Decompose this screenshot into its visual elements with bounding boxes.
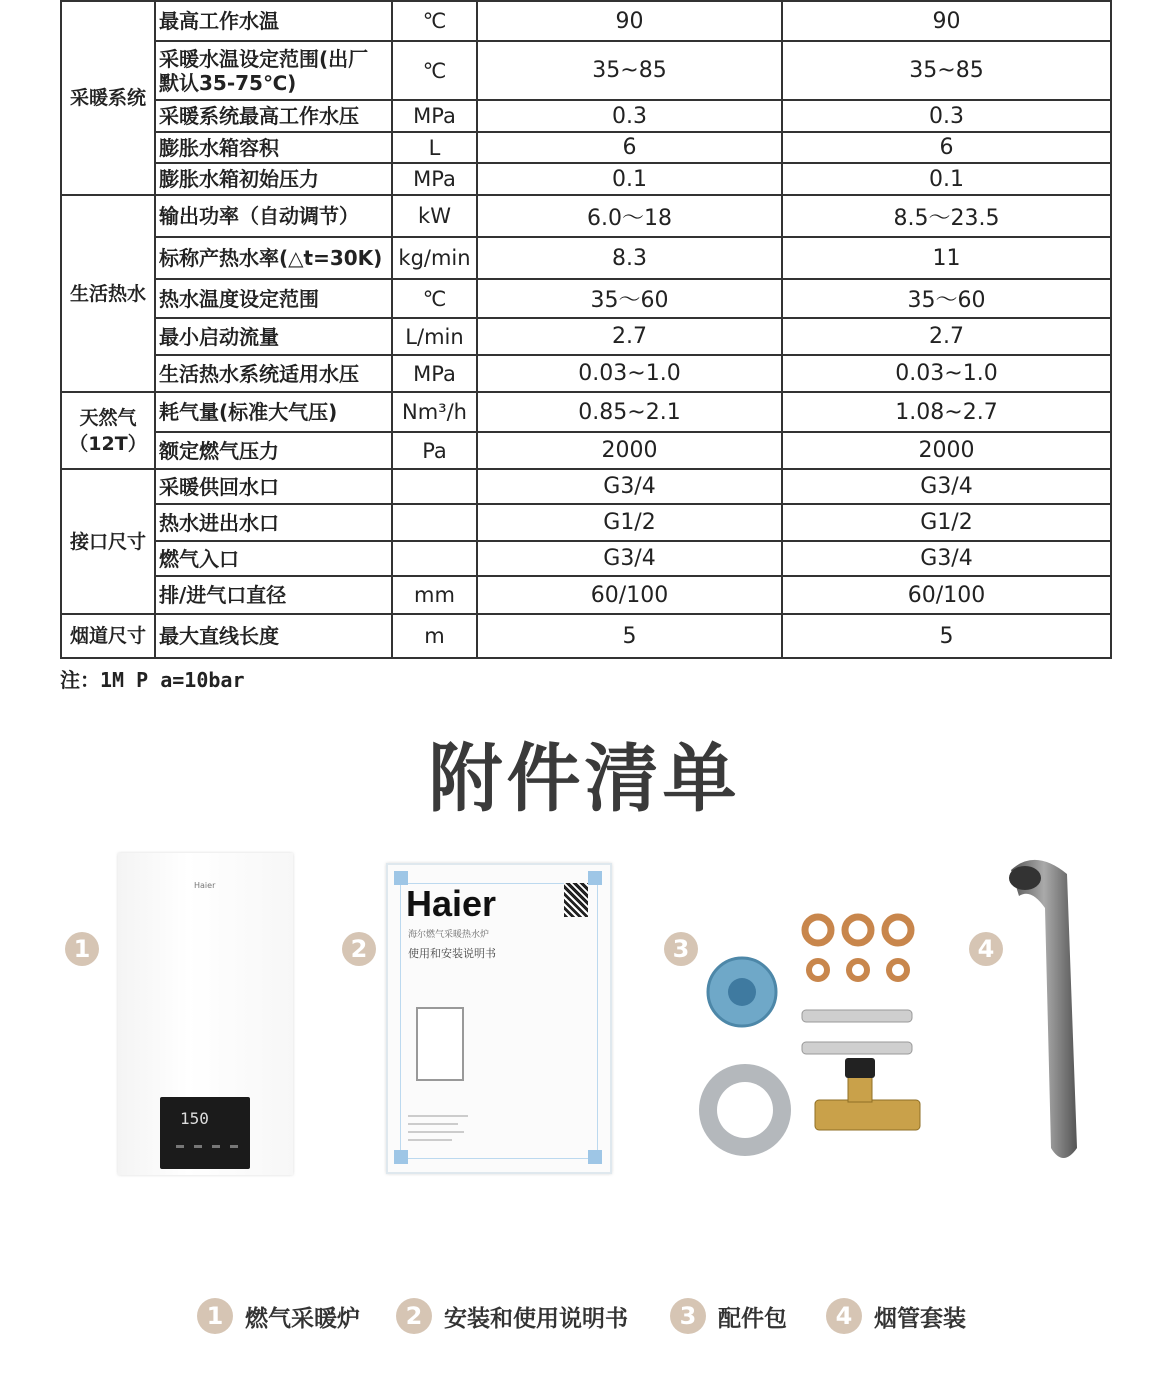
parts-kit-image: [690, 900, 940, 1170]
legend-number-badge: 4: [826, 1298, 862, 1334]
table-row: [61, 541, 1111, 576]
table-row: [61, 392, 1111, 432]
unit-cell: [392, 469, 477, 504]
value-cell: G3/4: [477, 541, 782, 576]
value-cell: 0.03~1.0: [782, 355, 1111, 392]
section-title: 附件清单: [428, 736, 741, 822]
value-cell: 2000: [782, 432, 1111, 469]
item-number-badge: 3: [664, 932, 698, 966]
table-row: [61, 163, 1111, 195]
table-row: [61, 469, 1111, 504]
unit-cell: MPa: [392, 100, 477, 132]
item-cell: 排/进气口直径: [155, 576, 392, 614]
unit-cell: kg/min: [392, 237, 477, 279]
value-cell: 5: [782, 614, 1111, 658]
item-cell: 最小启动流量: [155, 318, 392, 355]
legend-number-badge: 1: [197, 1298, 233, 1334]
value-cell: 2.7: [477, 318, 782, 355]
footnote: 注：1M P a=10bar: [60, 668, 245, 692]
item-number-badge: 2: [342, 932, 376, 966]
unit-cell: mm: [392, 576, 477, 614]
corner-mark-icon: [588, 1150, 602, 1164]
item-cell: 输出功率（自动调节）: [155, 195, 392, 237]
value-cell: 8.3: [477, 237, 782, 279]
unit-cell: L: [392, 132, 477, 163]
table-row: [61, 432, 1111, 469]
value-cell: 90: [782, 1, 1111, 41]
manual-subtitle-2: 使用和安装说明书: [408, 947, 496, 960]
unit-cell: m: [392, 614, 477, 658]
flue-pipe-image: [1005, 848, 1083, 1170]
item-cell: 膨胀水箱容积: [155, 132, 392, 163]
value-cell: 6.0～18: [477, 195, 782, 237]
text-line: [408, 1123, 458, 1125]
item-cell: 热水温度设定范围: [155, 279, 392, 318]
value-cell: 6: [477, 132, 782, 163]
legend-item: [197, 1298, 360, 1334]
item-cell: 采暖水温设定范围(出厂默认35-75℃): [155, 41, 392, 100]
item-cell: 采暖供回水口: [155, 469, 392, 504]
legend-item: [396, 1298, 628, 1334]
value-cell: 35～60: [782, 279, 1111, 318]
value-cell: 5: [477, 614, 782, 658]
value-cell: 8.5～23.5: [782, 195, 1111, 237]
spec-table: [60, 0, 1112, 659]
legend-label: 烟管套装: [874, 1305, 966, 1332]
unit-cell: [392, 504, 477, 541]
legend-item: [670, 1298, 787, 1334]
table-row: [61, 614, 1111, 658]
legend-label: 燃气采暖炉: [245, 1305, 360, 1332]
table-row: [61, 1, 1111, 41]
item-number-badge: 1: [65, 932, 99, 966]
legend-label: 安装和使用说明书: [444, 1305, 628, 1332]
category-cell: 天然气（12T）: [61, 392, 155, 469]
value-cell: 35~85: [477, 41, 782, 100]
value-cell: G1/2: [477, 504, 782, 541]
value-cell: 0.1: [477, 163, 782, 195]
item-cell: 燃气入口: [155, 541, 392, 576]
mini-boiler-illustration: [416, 1007, 464, 1081]
item-cell: 标称产热水率(△t=30K): [155, 237, 392, 279]
item-cell: 最大直线长度: [155, 614, 392, 658]
table-row: [61, 279, 1111, 318]
panel-button-icon: [230, 1145, 238, 1148]
category-cell: 烟道尺寸: [61, 614, 155, 658]
value-cell: 35～60: [477, 279, 782, 318]
value-cell: 2.7: [782, 318, 1111, 355]
table-row: [61, 318, 1111, 355]
unit-cell: MPa: [392, 163, 477, 195]
table-row: [61, 132, 1111, 163]
value-cell: 60/100: [782, 576, 1111, 614]
table-row: [61, 41, 1111, 100]
item-cell: 耗气量(标准大气压): [155, 392, 392, 432]
value-cell: 2000: [477, 432, 782, 469]
display-readout: 150: [180, 1109, 209, 1128]
value-cell: 0.3: [477, 100, 782, 132]
table-row: [61, 355, 1111, 392]
qr-code-icon: [564, 883, 588, 917]
value-cell: 0.03~1.0: [477, 355, 782, 392]
unit-cell: ℃: [392, 279, 477, 318]
flue-pipe-icon: [1005, 848, 1083, 1170]
unit-cell: [392, 541, 477, 576]
item-cell: 热水进出水口: [155, 504, 392, 541]
value-cell: 0.3: [782, 100, 1111, 132]
value-cell: 60/100: [477, 576, 782, 614]
manual-image: [386, 863, 612, 1174]
panel-button-icon: [212, 1145, 220, 1148]
panel-button-icon: [194, 1145, 202, 1148]
value-cell: G3/4: [477, 469, 782, 504]
unit-cell: kW: [392, 195, 477, 237]
parts-kit-icon: [690, 900, 940, 1170]
manual-subtitle: 海尔燃气采暖热水炉: [408, 930, 490, 940]
legend-item: [826, 1298, 966, 1334]
value-cell: 6: [782, 132, 1111, 163]
value-cell: 35~85: [782, 41, 1111, 100]
unit-cell: Nm³/h: [392, 392, 477, 432]
value-cell: 1.08~2.7: [782, 392, 1111, 432]
category-cell: 采暖系统: [61, 1, 155, 195]
item-cell: 额定燃气压力: [155, 432, 392, 469]
value-cell: G1/2: [782, 504, 1111, 541]
category-cell: 接口尺寸: [61, 469, 155, 614]
unit-cell: ℃: [392, 1, 477, 41]
value-cell: G3/4: [782, 469, 1111, 504]
legend-number-badge: 2: [396, 1298, 432, 1334]
item-cell: 采暖系统最高工作水压: [155, 100, 392, 132]
control-panel: [160, 1097, 250, 1169]
unit-cell: ℃: [392, 41, 477, 100]
value-cell: 0.1: [782, 163, 1111, 195]
text-line: [408, 1139, 452, 1141]
table-row: [61, 100, 1111, 132]
unit-cell: MPa: [392, 355, 477, 392]
corner-mark-icon: [588, 871, 602, 885]
boiler-image: [118, 853, 293, 1175]
value-cell: 90: [477, 1, 782, 41]
item-cell: 最高工作水温: [155, 1, 392, 41]
manual-logo: Haier: [406, 883, 497, 924]
table-row: [61, 504, 1111, 541]
panel-button-icon: [176, 1145, 184, 1148]
value-cell: G3/4: [782, 541, 1111, 576]
legend-label: 配件包: [718, 1305, 787, 1332]
item-number-badge: 4: [969, 932, 1003, 966]
table-row: [61, 195, 1111, 237]
category-cell: 生活热水: [61, 195, 155, 392]
corner-mark-icon: [394, 1150, 408, 1164]
table-row: [61, 576, 1111, 614]
table-row: [61, 237, 1111, 279]
unit-cell: L/min: [392, 318, 477, 355]
boiler-brand-label: Haier: [194, 881, 216, 890]
unit-cell: Pa: [392, 432, 477, 469]
item-cell: 膨胀水箱初始压力: [155, 163, 392, 195]
item-cell: 生活热水系统适用水压: [155, 355, 392, 392]
text-line: [408, 1131, 464, 1133]
value-cell: 11: [782, 237, 1111, 279]
text-line: [408, 1115, 468, 1117]
legend-number-badge: 3: [670, 1298, 706, 1334]
value-cell: 0.85~2.1: [477, 392, 782, 432]
